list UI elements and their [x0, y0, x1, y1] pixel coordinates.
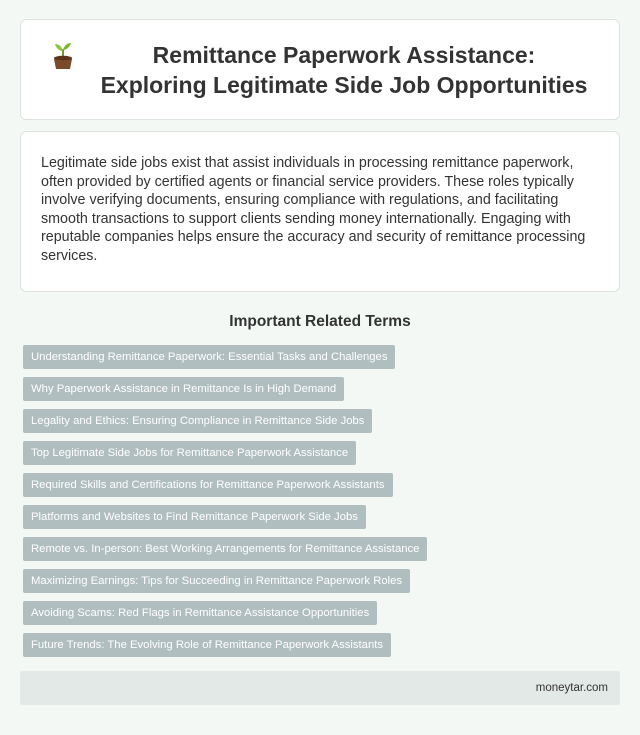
intro-text: Legitimate side jobs exist that assist individuals in processing remittance paperwork, often provided by certified agents or financial service providers. These roles typically involve verifying documents, ensuring compliance with regulations, and facilitating smooth transactions to support clients sending money internationally. Engaging with reputable companies helps ensure the accuracy and security of remittance processing services.	[41, 155, 586, 264]
terms-list	[23, 345, 623, 665]
term-tag[interactable]: Understanding Remittance Paperwork: Essential Tasks and Challenges	[23, 345, 395, 369]
term-tag[interactable]: Remote vs. In-person: Best Working Arrangements for Remittance Assistance	[23, 537, 427, 561]
term-tag[interactable]: Maximizing Earnings: Tips for Succeeding in Remittance Paperwork Roles	[23, 569, 410, 593]
terms-heading: Important Related Terms	[229, 313, 411, 330]
intro-card	[20, 131, 620, 292]
title-wrap	[51, 40, 589, 100]
sprout-icon	[51, 42, 75, 70]
title-card	[20, 19, 620, 120]
term-tag[interactable]: Why Paperwork Assistance in Remittance Is in High Demand	[23, 377, 344, 401]
term-tag[interactable]: Future Trends: The Evolving Role of Remittance Paperwork Assistants	[23, 633, 391, 657]
term-tag[interactable]: Required Skills and Certifications for Remittance Paperwork Assistants	[23, 473, 393, 497]
footer-site[interactable]: moneytar.com	[535, 682, 608, 694]
term-tag[interactable]: Avoiding Scams: Red Flags in Remittance Assistance Opportunities	[23, 601, 377, 625]
term-tag[interactable]: Platforms and Websites to Find Remittance Paperwork Side Jobs	[23, 505, 366, 529]
term-tag[interactable]: Legality and Ethics: Ensuring Compliance in Remittance Side Jobs	[23, 409, 372, 433]
page-title: Remittance Paperwork Assistance: Exploring Legitimate Side Job Opportunities	[100, 41, 588, 98]
footer	[20, 671, 620, 705]
term-tag[interactable]: Top Legitimate Side Jobs for Remittance Paperwork Assistance	[23, 441, 356, 465]
